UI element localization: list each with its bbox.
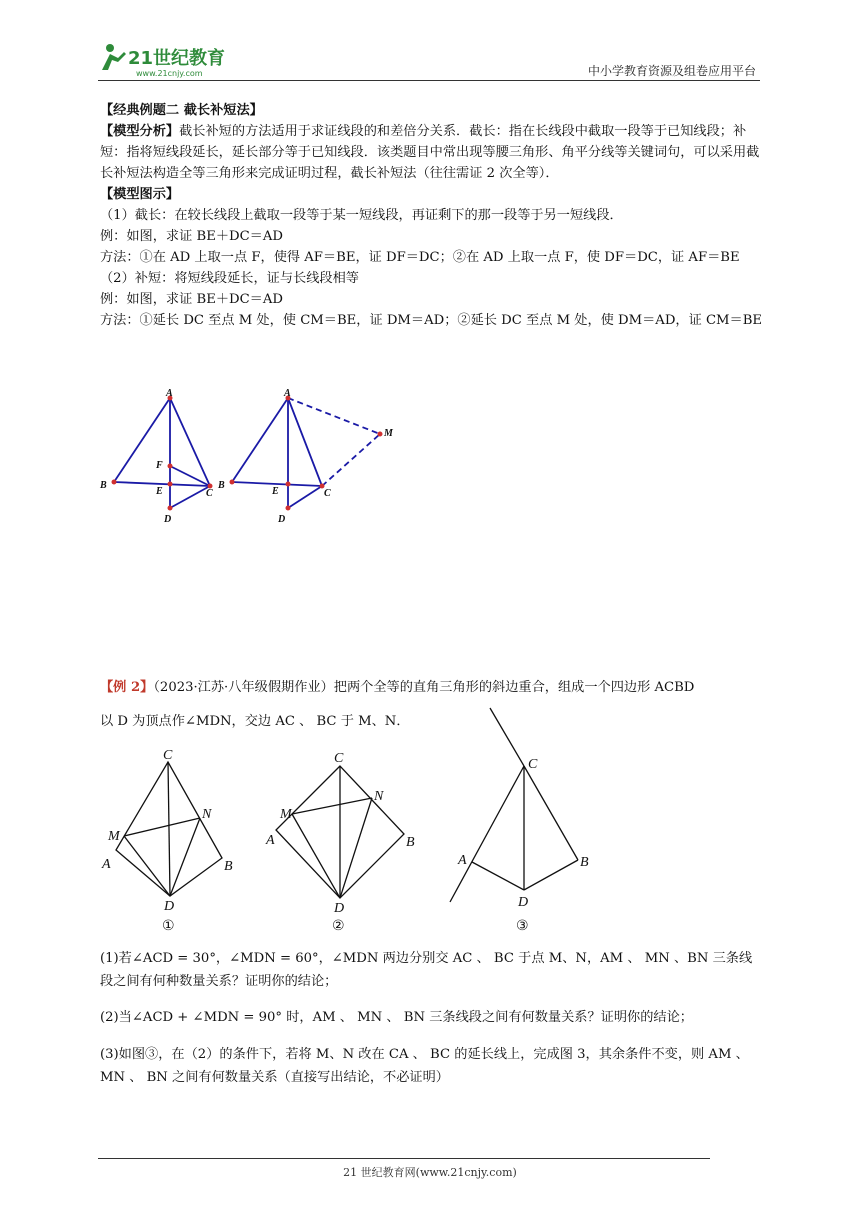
- fig-num-3: ③: [516, 918, 529, 934]
- label-B-fig3: B: [580, 855, 589, 870]
- logo-text: 21世纪教育: [128, 48, 226, 69]
- analysis-label: 【模型分析】: [100, 124, 180, 139]
- footer-divider: [98, 1158, 710, 1159]
- example2-label: 【例 2】: [100, 680, 154, 696]
- example2-text1: 把两个全等的直角三角形的斜边重合，组成一个四边形 ACBD: [333, 680, 695, 696]
- fig-num-1: ①: [162, 918, 175, 934]
- label-A-fig3: A: [458, 853, 467, 868]
- label-D1: D: [164, 514, 172, 525]
- header-platform-text: 中小学教育资源及组卷应用平台: [587, 64, 756, 78]
- label-B1: B: [100, 480, 107, 491]
- label-D2: D: [278, 514, 286, 525]
- part1-method: 方法：①在 AD 上取一点 F，使得 AF＝BE，证 DF＝DC；②在 AD 上取一点 F，使 DF＝DC，证 AF＝BE: [100, 250, 740, 265]
- site-logo: [96, 40, 266, 80]
- example2-diagrams: [92, 704, 612, 936]
- example2-text2: 以 D 为顶点作∠MDN，交边 AC 、 BC 于 M、N．: [100, 714, 410, 730]
- header-divider: [98, 80, 760, 81]
- label-M-fig2: M: [280, 807, 292, 822]
- label-F1: F: [156, 460, 163, 471]
- label-D-fig2: D: [334, 901, 345, 916]
- label-C1: C: [206, 488, 213, 499]
- label-B2: B: [218, 480, 225, 491]
- question-2: (2)当∠ACD + ∠MDN = 90° 时，AM 、 MN 、 BN 三条线段之间有何数量关系？证明你的结论；: [100, 1010, 693, 1026]
- fig-num-2: ②: [332, 918, 345, 934]
- label-A1: A: [166, 388, 173, 399]
- question-3: (3)如图③，在（2）的条件下，若将 M、N 改在 CA 、 BC 的延长线上，完成图 3，其余条件不变，则 AM 、 MN 、 BN 之间有何数量关系（直接写出结论，不必证明）: [100, 1046, 749, 1085]
- label-A-fig1: A: [102, 857, 111, 872]
- analysis-text: 截长补短的方法适用于求证线段的和差倍分关系．截长：指在长线段中截取一段等于已知线段；补短：指将短线段延长，延长部分等于已知线段．该类题目中常出现等腰三角形、角平分线等关键词句，可以采用截长补短法构造全等三角形来完成证明过程，截长补短法（往往需证 2 次全等）．: [100, 124, 760, 181]
- label-M2: M: [384, 428, 393, 439]
- example2-line1: [100, 677, 764, 698]
- label-B-fig1: B: [224, 859, 233, 874]
- footer-text[interactable]: 21 世纪教育网(www.21cnjy.com): [343, 1166, 517, 1179]
- label-C2: C: [324, 488, 331, 499]
- label-A2: A: [284, 388, 291, 399]
- label-C-fig3: C: [528, 757, 538, 772]
- label-C-fig2: C: [334, 751, 344, 766]
- label-E1: E: [156, 486, 163, 497]
- label-N-fig1: N: [202, 807, 212, 822]
- part2-example: 例：如图，求证 BE＋DC＝AD: [100, 292, 283, 307]
- label-B-fig2: B: [406, 835, 415, 850]
- label-C-fig1: C: [163, 748, 173, 763]
- example2-questions: [100, 934, 764, 1102]
- label-D-fig1: D: [164, 899, 175, 914]
- model-analysis: [100, 121, 764, 184]
- label-N-fig2: N: [374, 789, 384, 804]
- label-E2: E: [272, 486, 279, 497]
- part2-method: 方法：①延长 DC 至点 M 处，使 CM＝BE，证 DM＝AD；②延长 DC 至点 M 处，使 DM＝AD，证 CM＝BE: [100, 313, 763, 328]
- section-content: [100, 100, 764, 331]
- part1-text: （1）截长：在较长线段上截取一段等于某一短线段，再证剩下的那一段等于另一短线段．: [100, 208, 623, 223]
- label-D-fig3: D: [518, 895, 529, 910]
- example2-source: （2023·江苏·八年级假期作业）: [153, 680, 334, 696]
- label-M-fig1: M: [108, 829, 120, 844]
- part2-text: （2）补短：将短线段延长，证与长线段相等: [100, 271, 359, 286]
- part1-example: 例：如图，求证 BE＋DC＝AD: [100, 229, 283, 244]
- section-title: 【经典例题二 截长补短法】: [100, 103, 263, 118]
- figure-label: 【模型图示】: [100, 187, 180, 202]
- logo-url: www.21cnjy.com: [136, 69, 203, 78]
- question-1: (1)若∠ACD = 30°，∠MDN = 60°，∠MDN 两边分别交 AC 、 BC 于点 M、N，AM 、 MN 、BN 三条线段之间有何种数量关系？证明你的结论；: [100, 951, 753, 990]
- model-diagram: [92, 388, 402, 528]
- label-A-fig2: A: [266, 833, 275, 848]
